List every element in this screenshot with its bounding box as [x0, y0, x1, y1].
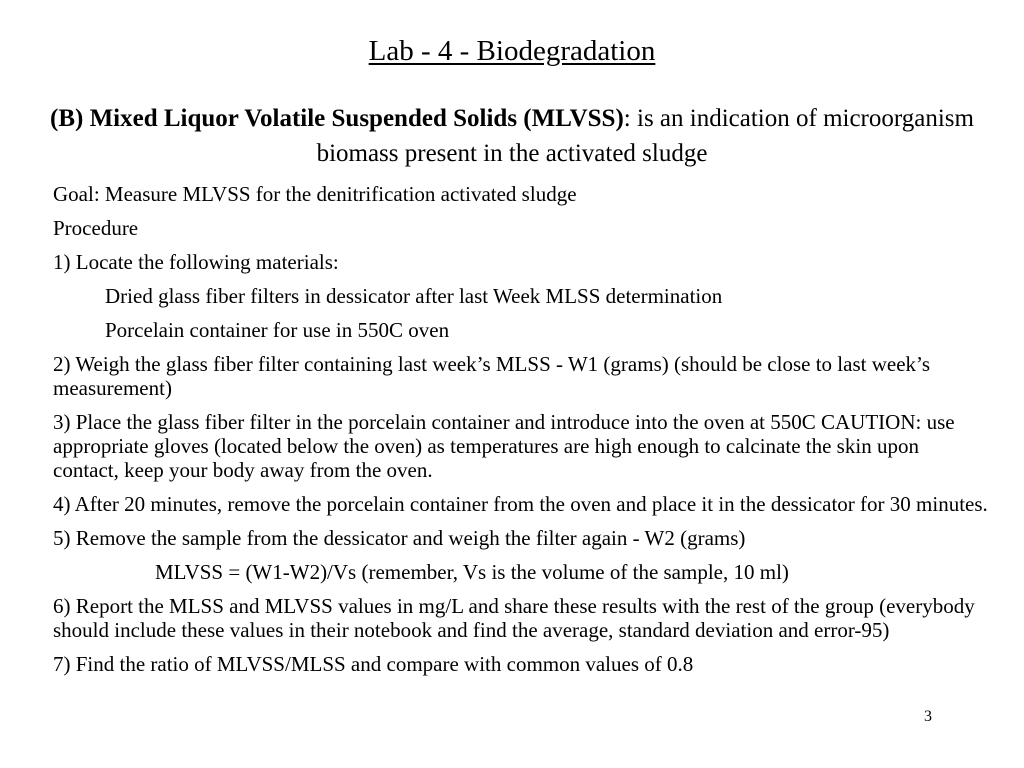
page-number: 3	[924, 708, 932, 725]
step-1: 1) Locate the following materials:	[53, 250, 339, 274]
slide-title	[0, 33, 1024, 69]
procedure-heading: Procedure	[53, 216, 139, 240]
mlvss-formula: MLVSS = (W1-W2)/Vs (remember, Vs is the volume of the sample, 10 ml)	[155, 560, 789, 584]
slide-body	[53, 182, 988, 686]
section-heading-description: : is an indication of microorganism biomass present in the activated sludge	[316, 105, 974, 167]
section-heading	[40, 101, 984, 171]
step-3: 3) Place the glass fiber filter in the porcelain container and introduce into the oven at 550C CAUTION: use appropriate gloves (located below the oven) as temperatures are high enough to calcinate the skin upon contact, keep your body away from the oven.	[53, 410, 955, 482]
section-heading-bold: (B) Mixed Liquor Volatile Suspended Solids (MLVSS)	[50, 105, 624, 132]
material-item-container: Porcelain container for use in 550C oven	[105, 318, 450, 342]
slide-title-text: Lab - 4 - Biodegradation	[368, 35, 656, 67]
step-6: 6) Report the MLSS and MLVSS values in mg/L and share these results with the rest of the group (everybody should include these values in their notebook and find the average, standard deviation and error-95)	[53, 594, 975, 642]
material-item-filters: Dried glass fiber filters in dessicator after last Week MLSS determination	[105, 284, 723, 308]
goal-text: Goal: Measure MLVSS for the denitrification activated sludge	[53, 182, 577, 206]
step-7: 7) Find the ratio of MLVSS/MLSS and compare with common values of 0.8	[53, 652, 694, 676]
step-4: 4) After 20 minutes, remove the porcelain container from the oven and place it in the dessicator for 30 minutes.	[53, 492, 988, 516]
step-5: 5) Remove the sample from the dessicator and weigh the filter again - W2 (grams)	[53, 526, 746, 550]
step-2: 2) Weigh the glass fiber filter containing last week’s MLSS - W1 (grams) (should be close to last week’s measurement)	[53, 352, 931, 400]
